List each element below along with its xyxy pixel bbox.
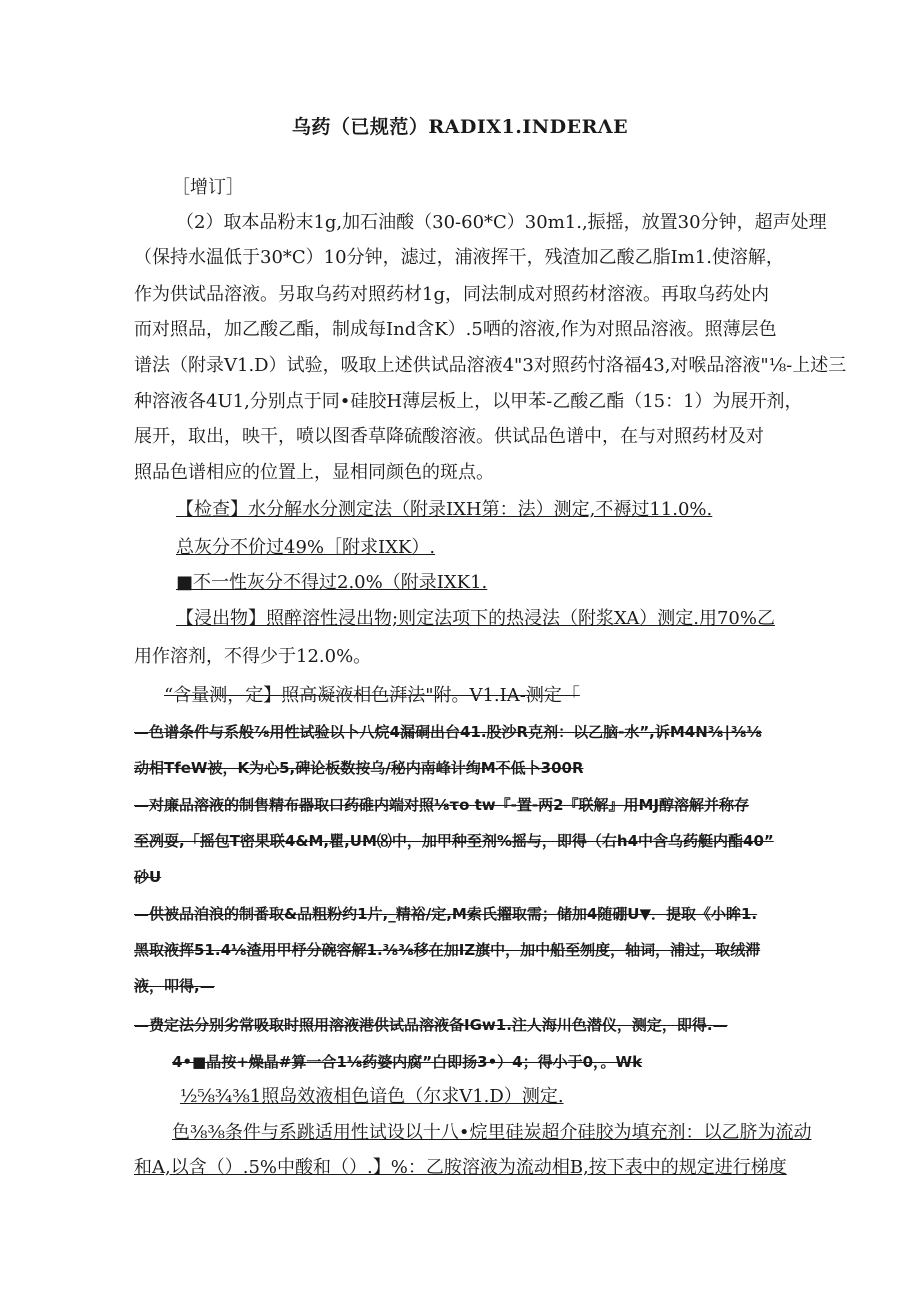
paragraph-line: 种溶液各4U1,分别点于同•硅胶H薄层板上，以甲苯-乙酸乙酯（15：1）为展开剂， [134, 391, 803, 412]
extract-line: 用作溶剂，不得少于12.0%。 [134, 646, 372, 667]
paragraph-line: （2）取本品粉末1g,加石油酸（30-60*C）30m1.,振摇，放置30分钟，超声处理 [176, 212, 827, 233]
check-line: 【检查】水分解水分测定法（附录IXH第：法）测定,不褥过11.0%. [176, 499, 713, 520]
paragraph-line: 照品色谱相应的位置上，显相同颜色的斑点。 [134, 462, 494, 483]
assay-line: 至冽耍,「摇包T密果联4&M,瞿,UM⑻中，加甲种至剂%摇与，即得（右h4中含乌药艇内酯40” [134, 832, 774, 850]
assay-line: 液，叩得,— [134, 977, 215, 995]
paragraph-line: 展开，取出，映干，喷以图香草降硫酸溶液。供试品色谱中，在与对照药材及对 [134, 426, 764, 447]
extract-line: 【浸出物】照醉溶性浸出物;则定法项下的热浸法（附浆XA）测定.用70%乙 [176, 608, 775, 629]
result-line: 色⅜⅜条件与系跳适用性试设以十八•烷里硅炭超介硅胶为填充剂：以乙脐为流动 [172, 1122, 812, 1143]
paragraph-line: 作为供试品溶液。另取乌药对照药材1g，同法制成对照药材溶液。再取乌药处内 [134, 284, 769, 305]
assay-line: —对廉品溶液的制售精布器取口药碓内端对照⅛τo tw『-置-两2『联解』用MJ醇溶解并称存 [134, 796, 750, 814]
assay-line: 黑取液挥51.4⅛渣用甲杼分碗容解1.⅜⅜移在加IZ旗中，加中船至刎度，轴词，浦过，取绒滞 [134, 941, 761, 959]
paragraph-line: 谱法（附录V1.D）试验，吸取上述供试品溶液4"3对照药忖洛福43,对喉品溶液"⅛-上述三 [134, 355, 847, 376]
check-line: 总灰分不价过49%［附求IXK）. [176, 537, 436, 558]
assay-line: —费定法分别劣常吸取时照用溶液港供试品溶液备IGw1.注人海川色潜仪，测定，即得.— [134, 1016, 728, 1034]
section-label: ［增订］ [172, 177, 244, 198]
result-line: 和A,以含（）.5%中酸和（）.】%：乙胺溶液为流动相B,按下表中的规定进行梯度 [134, 1157, 787, 1178]
paragraph-line: （保持水温低于30*C）10分钟，滤过，浦液挥干，残渣加乙酸乙脂Im1.使溶解， [134, 247, 784, 268]
assay-line: 砂U [134, 868, 162, 886]
check-line: ■不一性灰分不得过2.0%（附录IXK1. [176, 572, 488, 593]
assay-line: —色谱条件与系般⅞用性试验以卜八烷4漏硐出台41.股沙R克剂：以乙脑-水”,诉M4N⅜∣⅜⅛ [134, 723, 762, 741]
page-title: 乌药（已规范）RADIX1.INDERΛE [291, 116, 629, 138]
assay-line: 动相TfeW被，K为心5,碑论板数按乌/秘内南峰计绚M不低卜300R [134, 759, 584, 777]
paragraph-line: 而对照品，加乙酸乙酯，制成每Ind含K）.5哂的溶液,作为对照品溶液。照薄层色 [134, 319, 777, 340]
result-line: 4•■晶按+燥晶#算一合1⅛药婆内腐”白即扬3•）4；得小于0，。Wk [172, 1053, 643, 1071]
assay-line: —供被品洎浪的制番取&品粗粉约1片,_精裕/定,M索氏擢取需；储加4随硼U▼．提取《小眸1. [134, 905, 758, 923]
assay-line: “含量测，定】照高凝液相色湃法"附。V1.IA-测定「 [164, 685, 580, 706]
result-line: ½⅝¾⅜1照岛效液相色谙色（尔求V1.D）测定. [180, 1086, 564, 1107]
